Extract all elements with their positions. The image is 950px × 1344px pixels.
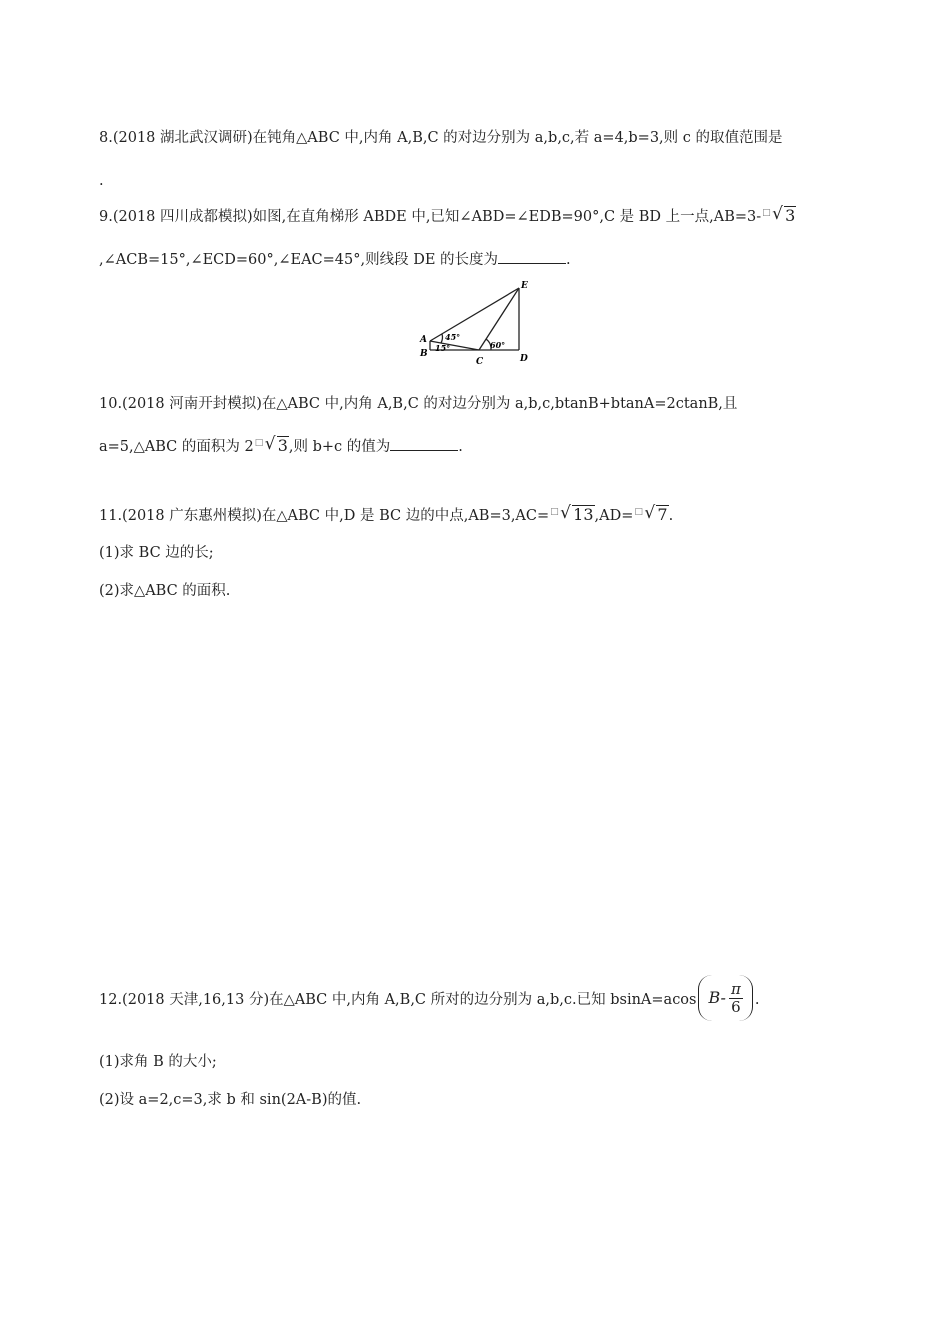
q11-line1: [99, 505, 673, 526]
q12-part2: (2)设 a=2,c=3,求 b 和 sin(2A-B)的值.: [99, 1092, 362, 1108]
trapezoid-figure: [416, 278, 540, 370]
q8-line2: .: [99, 173, 104, 189]
radicand: 7: [657, 505, 668, 524]
q9-line1-text: 9.(2018 四川成都模拟)如图,在直角梯形 ABDE 中,已知∠ABD=∠EDB=90°,C 是 BD 上一点,AB=3-: [99, 209, 762, 225]
frac-b: B-: [708, 988, 726, 1007]
q10-line2: [99, 435, 463, 457]
q10-line2-mid: ,则 b+c 的值为: [288, 439, 391, 455]
q12-line1-text: 12.(2018 天津,16,13 分)在△ABC 中,内角 A,B,C 所对的边分别为 a,b,c.已知 bsinA=acos: [99, 992, 697, 1008]
segment-AE: [430, 288, 519, 341]
q9-line2: [99, 248, 571, 270]
label-angle-60: 60°: [490, 340, 506, 350]
q9-line2-end: .: [566, 252, 571, 268]
q11-line1-mid: ,AD=: [594, 508, 634, 524]
sqrt-7-radical: □ √ 7: [634, 505, 668, 526]
q11-line1-text: 11.(2018 广东惠州模拟)在△ABC 中,D 是 BC 边的中点,AB=3,AC=: [99, 508, 550, 524]
answer-blank: [390, 435, 458, 451]
frac-denominator: 6: [731, 997, 741, 1016]
sqrt-13-radical: □ √ 13: [550, 505, 594, 526]
label-A: A: [420, 335, 427, 345]
q12-line1-end: .: [754, 992, 760, 1008]
label-E: E: [521, 281, 528, 291]
angle-arc-45: [441, 334, 442, 343]
label-angle-15: 15°: [435, 343, 451, 353]
label-B: B: [420, 349, 428, 359]
label-D: D: [520, 354, 528, 364]
label-angle-45: 45°: [445, 332, 461, 342]
q10-line2-text: a=5,△ABC 的面积为 2: [99, 439, 254, 455]
label-C: C: [476, 357, 484, 367]
q9-line2-text: ,∠ACB=15°,∠ECD=60°,∠EAC=45°,则线段 DE 的长度为: [99, 252, 499, 268]
answer-blank: [498, 248, 566, 264]
q11-part1: (1)求 BC 边的长;: [99, 545, 214, 561]
q11-line1-end: .: [668, 508, 674, 524]
sqrt-3-radical: □ √ 3: [255, 436, 289, 457]
radicand: 3: [785, 206, 796, 225]
q10-line1: 10.(2018 河南开封模拟)在△ABC 中,内角 A,B,C 的对边分别为 a,b,c,btanB+btanA=2ctanB,且: [99, 396, 738, 412]
q9-line1: [99, 206, 796, 227]
q12-line1: [99, 977, 759, 1023]
radicand: 13: [573, 505, 594, 524]
q8-line1: 8.(2018 湖北武汉调研)在钝角△ABC 中,内角 A,B,C 的对边分别为 a,b,c,若 a=4,b=3,则 c 的取值范围是: [99, 130, 783, 146]
radicand: 3: [277, 436, 288, 455]
q10-line2-end: .: [458, 439, 463, 455]
q12-part1: (1)求角 B 的大小;: [99, 1054, 217, 1070]
q11-part2: (2)求△ABC 的面积.: [99, 583, 231, 599]
frac-numerator: π: [730, 979, 741, 998]
sqrt-3-radical: □ √ 3: [762, 206, 796, 227]
paren-expression: [698, 975, 752, 1021]
